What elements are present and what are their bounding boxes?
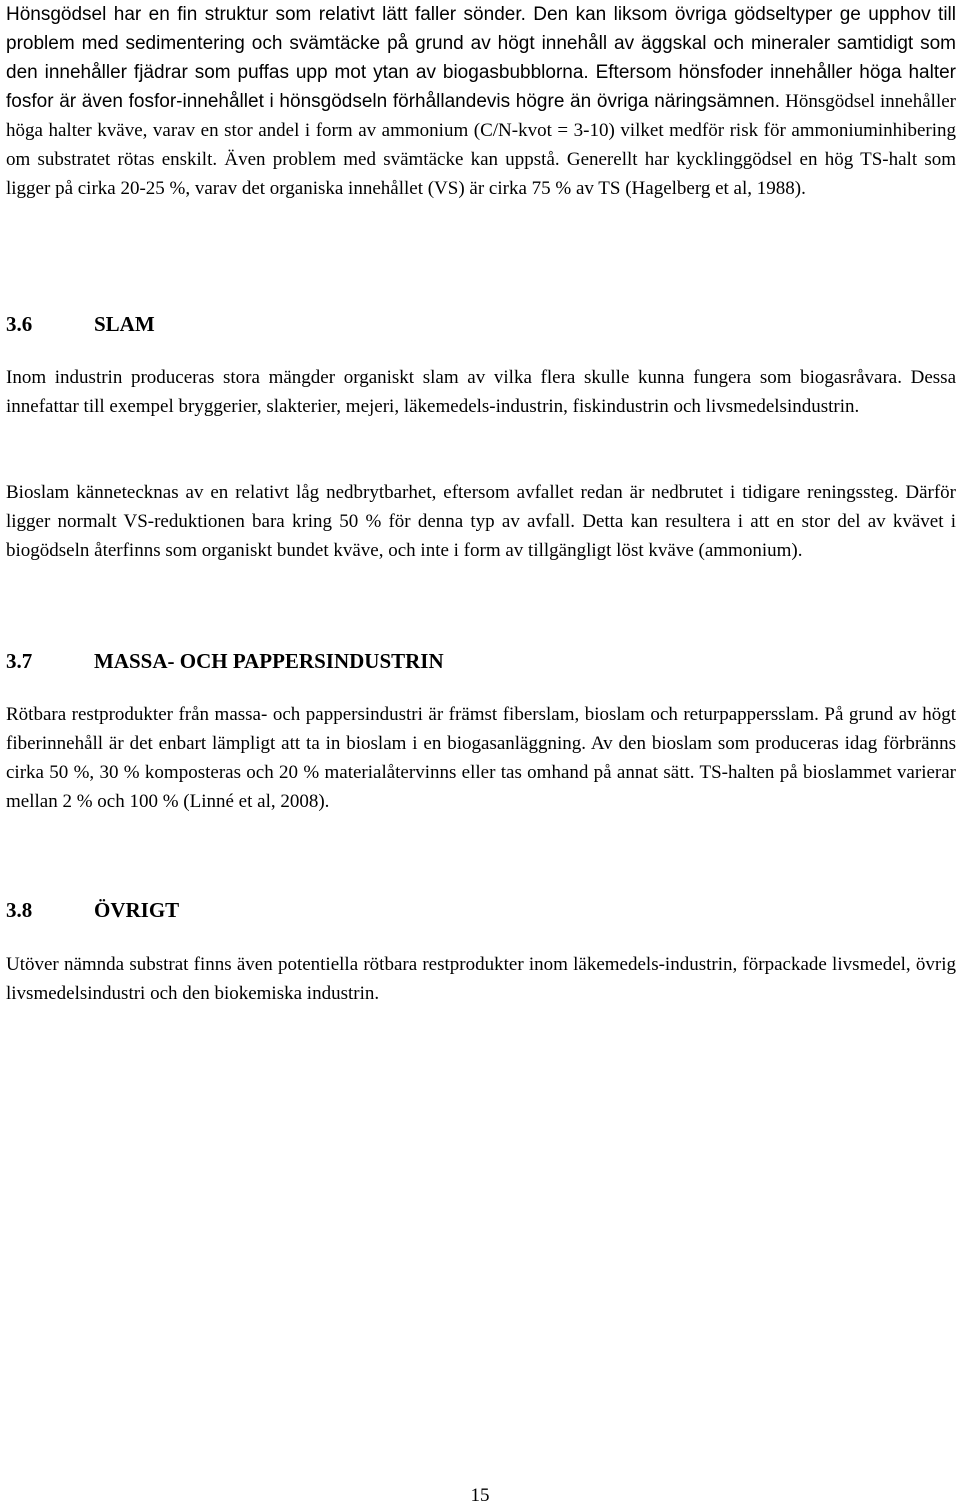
section-number: 3.7 bbox=[6, 649, 33, 673]
intro-paragraph bbox=[6, 0, 956, 203]
massa-paragraph: Rötbara restprodukter från massa- och pappersindustri är främst fiberslam, bioslam och returpappersslam. På grund av högt fiberinnehåll är det enbart lämpligt att ta in bioslam i en biogasanläggning. Av den bioslam som produceras idag förbränns cirka 50 %, 30 % komposteras och 20 % materialåtervinns eller tas omhand på annat sätt. TS-halten på bioslammet varierar mellan 2 % och 100 % (Linné et al, 2008). bbox=[6, 704, 956, 812]
section-heading-3-7 bbox=[6, 648, 444, 674]
section-title: SLAM bbox=[94, 312, 155, 336]
intro-sans-text: Hönsgödsel har en fin struktur som relativt lätt faller sönder. Den kan liksom övriga gödseltyper ge upphov till problem med sedimentering och svämtäcke på grund av högt innehåll av äggskal och mineraler samtidigt som den innehåller fjädrar som puffas upp mot ytan av biogasbubblorna. Eftersom hönsfoder innehåller höga halter fosfor är även fosfor-innehållet i hönsgödseln förhållandevis högre än övriga näringsämnen. bbox=[6, 4, 956, 112]
page-number: 15 bbox=[470, 1485, 490, 1506]
ovrigt-paragraph: Utöver nämnda substrat finns även potentiella rötbara restprodukter inom läkemedels-industrin, förpackade livsmedel, övrig livsmedelsindustri och den biokemiska industrin. bbox=[6, 954, 956, 1004]
section-heading-3-8 bbox=[6, 897, 179, 923]
section-heading-3-6 bbox=[6, 311, 155, 337]
section-number: 3.8 bbox=[6, 898, 33, 922]
slam-paragraph-1: Inom industrin produceras stora mängder organiskt slam av vilka flera skulle kunna fungera som biogasråvara. Dessa innefattar till exempel bryggerier, slakterier, mejeri, läkemedels-industrin, fiskindustrin och livsmedelsindustrin. bbox=[6, 367, 956, 417]
slam-paragraph-2: Bioslam kännetecknas av en relativt låg nedbrytbarhet, eftersom avfallet redan är nedbrutet i tidigare reningssteg. Därför ligger normalt VS-reduktionen bara kring 50 % för denna typ av avfall. Detta kan resultera i att en stor del av kvävet i biogödseln återfinns som organiskt bundet kväve, och inte i form av tillgängligt löst kväve (ammonium). bbox=[6, 482, 956, 561]
section-number: 3.6 bbox=[6, 312, 33, 336]
intro-serif-text: Hönsgödsel innehåller höga halter kväve, varav en stor andel i form av ammonium (C/N-kvot = 3-10) vilket medför risk för ammoniuminhibering om substratet rötas enskilt. Även problem med svämtäcke kan uppstå. Generellt har kycklinggödsel en hög TS-halt som ligger på cirka 20-25 %, varav det organiska innehållet (VS) är cirka 75 % av TS (Hagelberg et al, 1988). bbox=[6, 91, 956, 199]
section-title: MASSA- OCH PAPPERSINDUSTRIN bbox=[94, 649, 444, 673]
section-title: ÖVRIGT bbox=[94, 898, 180, 922]
